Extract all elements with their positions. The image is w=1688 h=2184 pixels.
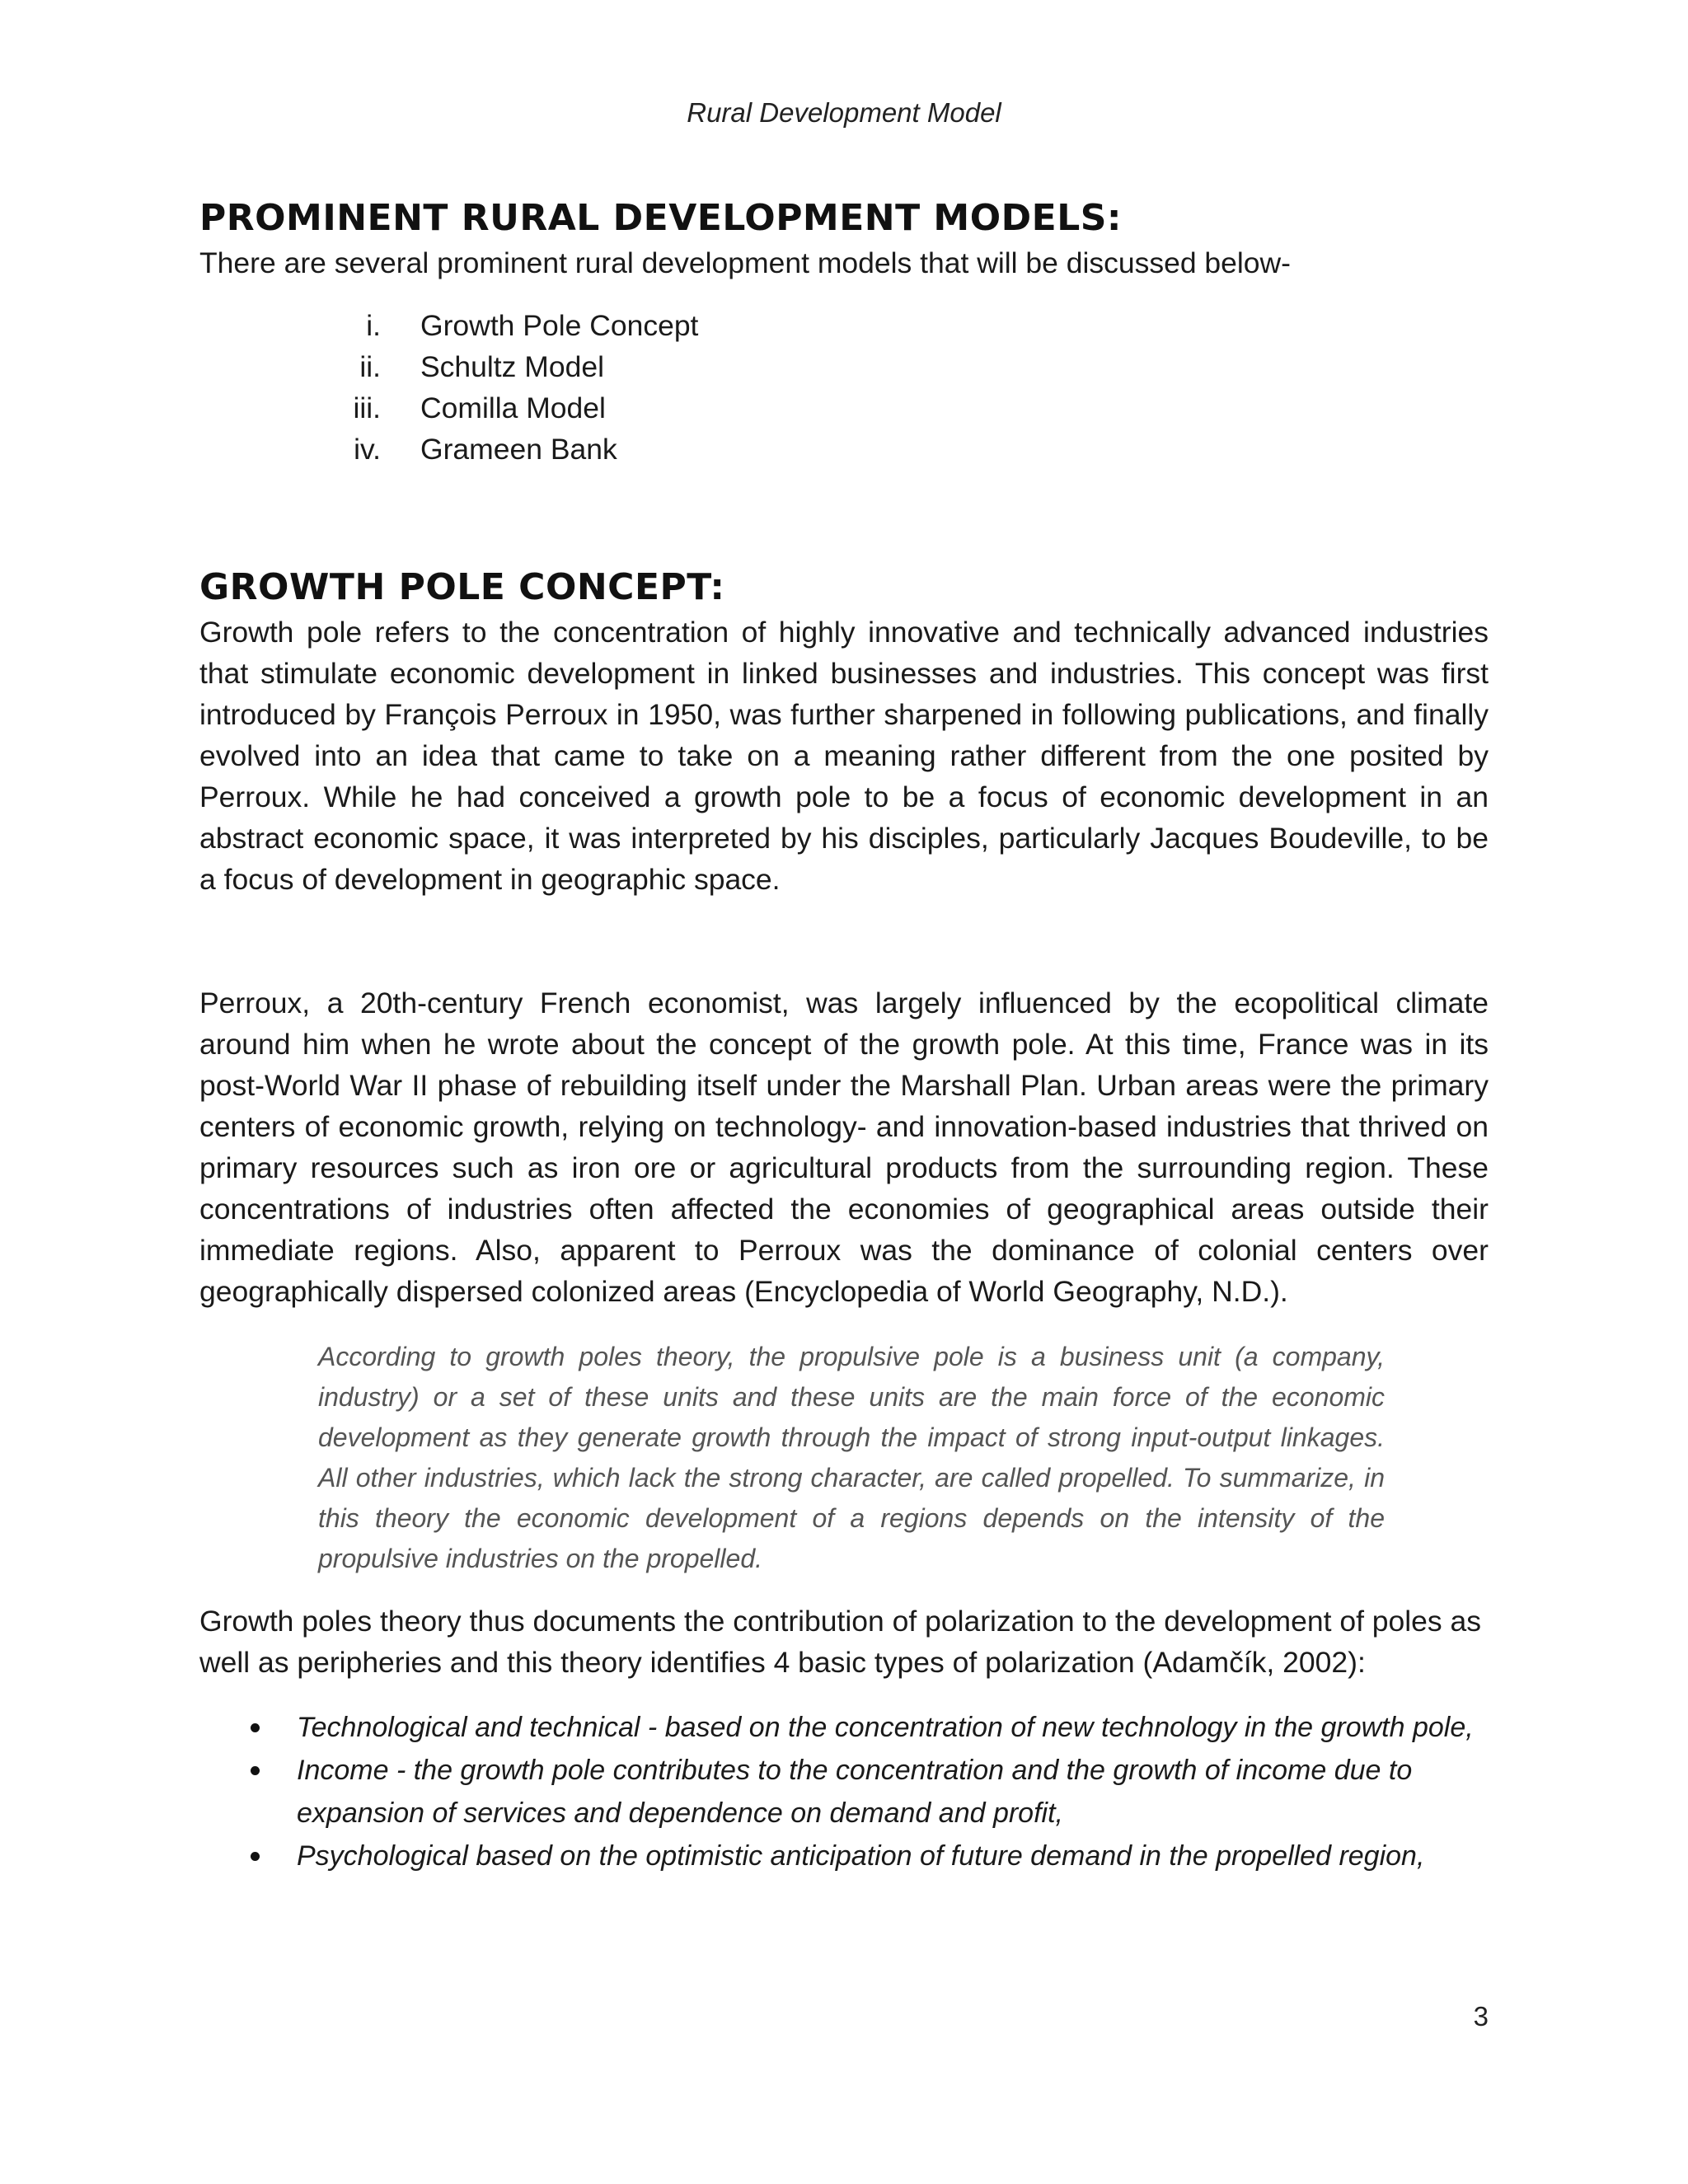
list-item-text: Technological and technical - based on the concentration of new technology in the growth pole, [297,1712,1474,1743]
paragraph-growth-pole-definition: Growth pole refers to the concentration of highly innovative and technically advanced industries that stimulate economic development in linked businesses and industries. This concept was first introduced by François Perroux in 1950, was further sharpened in following publications, and finally evolved into an idea that came to take on a meaning rather different from the one posited by Perroux. While he had conceived a growth pole to be a focus of economic development in an abstract economic space, it was interpreted by his disciples, particularly Jacques Boudeville, to be a focus of development in geographic space. [199,616,1489,896]
list-marker: i. [366,309,381,342]
paragraph-perroux-context: Perroux, a 20th-century French economist, was largely influenced by the ecopolitical climate around him when he wrote about the concept of the growth pole. At this time, France was in its post-World War II phase of rebuilding itself under the Marshall Plan. Urban areas were the primary centers of economic growth, relying on technology- and innovation-based industries that thrived on primary resources such as iron ore or agricultural products from the surrounding region. These concentrations of industries often affected the economies of geographical areas outside their immediate regions. Also, apparent to Perroux was the dominance of colonial centers over geographically dispersed colonized areas (Encyclopedia of World Geography, N.D.). [199,987,1489,1308]
list-item [199,387,1489,429]
list-item [199,1835,1489,1877]
list-item [199,1706,1489,1749]
list-item [199,305,1489,346]
list-item-label: Comilla Model [420,391,606,424]
block-quote: According to growth poles theory, the propulsive pole is a business unit (a company, industry) or a set of these units and these units are the main force of the economic development as they generate growth through the impact of strong input-output linkages. All other industries, which lack the strong character, are called propelled. To summarize, in this theory the economic development of a regions depends on the intensity of the propulsive industries on the propelled. [318,1342,1385,1573]
list-marker: iv. [354,433,381,466]
list-item [199,346,1489,387]
list-item-label: Grameen Bank [420,433,617,466]
section-heading-prominent-models: PROMINENT RURAL DEVELOPMENT MODELS: [199,197,1123,239]
bullet-icon [251,1723,260,1732]
running-header: Rural Development Model [687,97,1001,128]
page-content [199,194,1489,1877]
list-marker: iii. [353,391,381,424]
list-item [199,429,1489,470]
models-intro-text: There are several prominent rural development models that will be discussed below- [199,246,1292,279]
bullet-icon [251,1852,260,1861]
list-item [199,1749,1489,1835]
list-marker: ii. [359,350,381,383]
list-item-text: Income - the growth pole contributes to the concentration and the growth of income due to expansion of services and dependence on demand and profit, [297,1755,1413,1829]
paragraph-polarization: Growth poles theory thus documents the contribution of polarization to the development of poles as well as peripheries and this theory identifies 4 basic types of polarization (Adamčík, 2002): [199,1605,1482,1679]
models-list [199,305,1489,470]
list-item-label: Growth Pole Concept [420,309,699,342]
list-item-label: Schultz Model [420,350,604,383]
page-number: 3 [1473,2001,1489,2032]
list-item-text: Psychological based on the optimistic anticipation of future demand in the propelled region, [297,1840,1425,1872]
bullet-icon [251,1766,260,1775]
polarization-types-list [199,1706,1489,1877]
section-heading-growth-pole: GROWTH POLE CONCEPT: [199,566,725,608]
